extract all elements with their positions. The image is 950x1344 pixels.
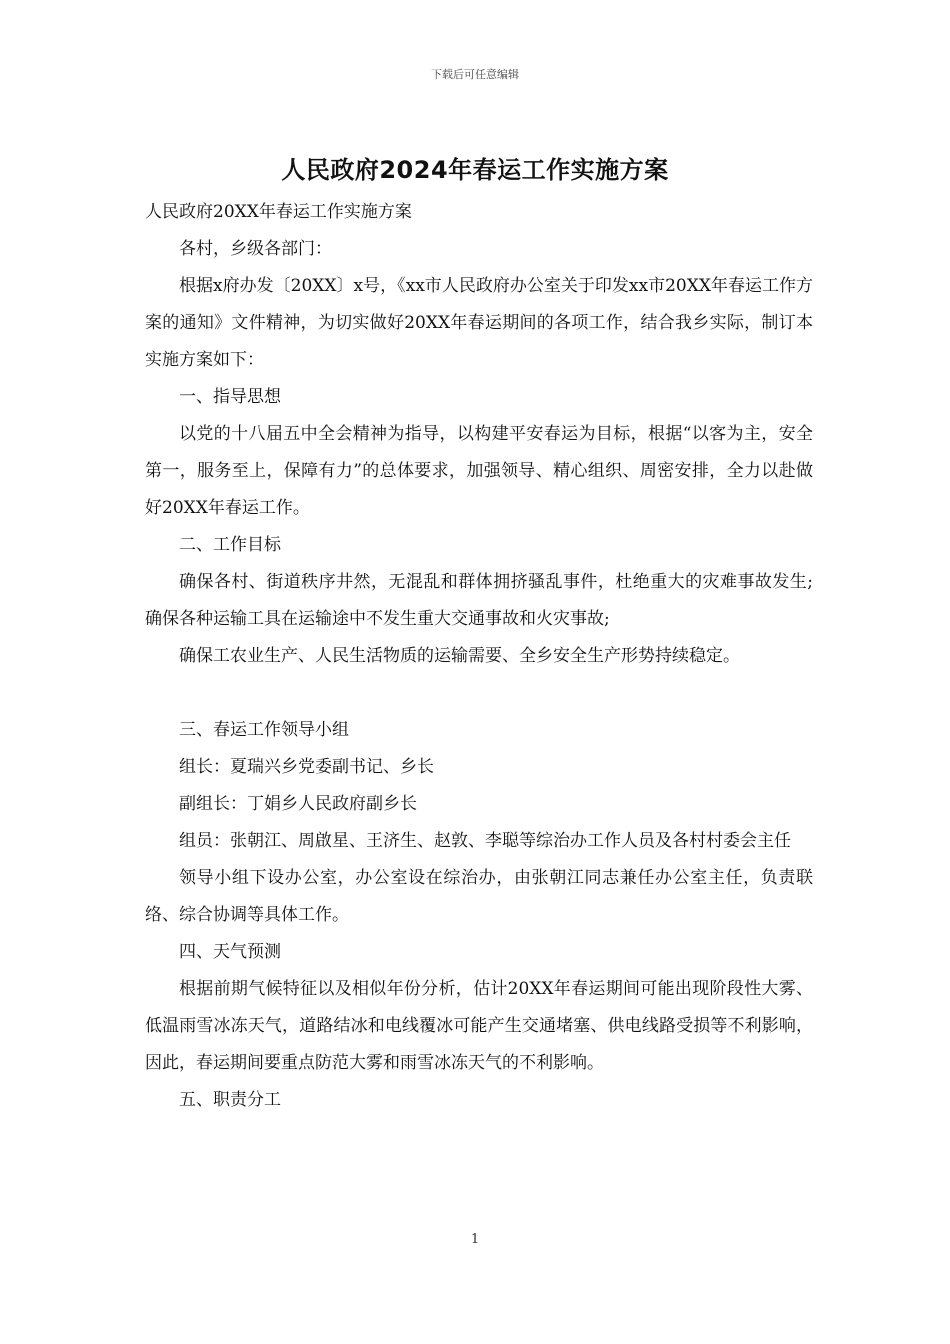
section-heading-3: 三、春运工作领导小组 [179, 720, 349, 740]
paragraph-goal-2: 确保工农业生产、人民生活物质的运输需要、全乡安全生产形势持续稳定。 [179, 646, 740, 666]
header-note: 下载后可任意编辑 [431, 68, 519, 81]
paragraph-guiding-thought: 以党的十八届五中全会精神为指导，以构建平安春运为目标，根据“以客为主，安全第一，服务至上，保障有力”的总体要求，加强领导、精心组织、周密安排，全力以赴做好20XX年春运工作。 [145, 424, 813, 518]
paragraph-leader: 组长：夏瑞兴乡党委副书记、乡长 [179, 757, 434, 777]
section-heading-1: 一、指导思想 [179, 387, 281, 407]
paragraph-subtitle: 人民政府20XX年春运工作实施方案 [145, 202, 412, 222]
paragraph-deputy-leader: 副组长：丁娟乡人民政府副乡长 [179, 794, 417, 814]
section-heading-2: 二、工作目标 [179, 535, 281, 555]
page-number: 1 [470, 1232, 480, 1247]
section-heading-4: 四、天气预测 [179, 942, 281, 962]
document-title: 人民政府2024年春运工作实施方案 [281, 156, 669, 184]
paragraph-members: 组员：张朝江、周啟星、王济生、赵敦、李聪等综治办工作人员及各村村委会主任 [179, 831, 791, 851]
section-heading-5: 五、职责分工 [179, 1090, 281, 1110]
document-body [145, 194, 813, 1119]
paragraph-office: 领导小组下设办公室，办公室设在综治办，由张朝江同志兼任办公室主任，负责联络、综合协调等具体工作。 [145, 868, 813, 925]
paragraph-weather: 根据前期气候特征以及相似年份分析，估计20XX年春运期间可能出现阶段性大雾、低温雨雪冰冻天气，道路结冰和电线覆冰可能产生交通堵塞、供电线路受损等不利影响，因此，春运期间要重点防范大雾和雨雪冰冻天气的不利影响。 [145, 979, 813, 1073]
paragraph-goal-1: 确保各村、街道秩序井然，无混乱和群体拥挤骚乱事件，杜绝重大的灾难事故发生;确保各种运输工具在运输途中不发生重大交通事故和火灾事故; [145, 572, 813, 629]
paragraph-intro: 根据x府办发〔20XX〕x号，《xx市人民政府办公室关于印发xx市20XX年春运工作方案的通知》文件精神，为切实做好20XX年春运期间的各项工作，结合我乡实际，制订本实施方案如下： [145, 276, 813, 370]
blank-line [145, 675, 813, 712]
paragraph-salutation: 各村，乡级各部门： [179, 239, 332, 259]
